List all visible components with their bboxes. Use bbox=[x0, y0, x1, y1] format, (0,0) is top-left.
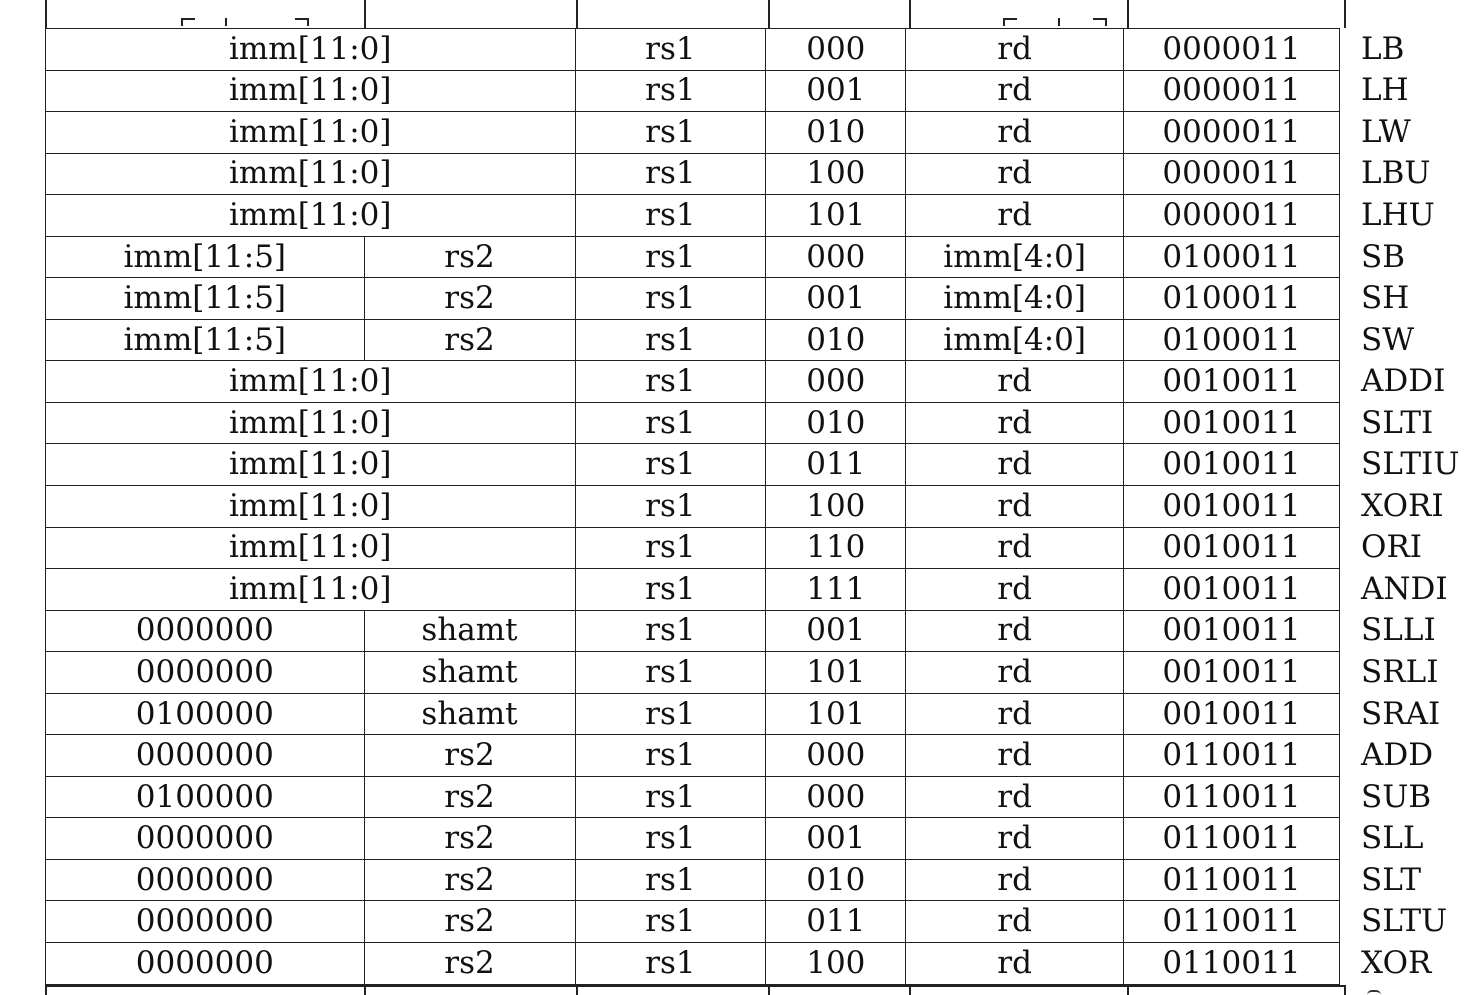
opcode-field-cell: 0100011 bbox=[1123, 236, 1339, 278]
funct3-field-cell: 001 bbox=[766, 70, 906, 112]
mnemonic-label: SRAI bbox=[1361, 695, 1441, 732]
rs2-field-cell: shamt bbox=[364, 610, 575, 652]
opcode-field-cell: 0000011 bbox=[1123, 153, 1339, 195]
rd-field-cell: rd bbox=[906, 693, 1123, 735]
funct7-field-cell: 0000000 bbox=[46, 610, 365, 652]
rs1-field-cell: rs1 bbox=[575, 735, 766, 777]
mnemonic-label: SLT bbox=[1361, 861, 1422, 898]
opcode-field-cell: 0000011 bbox=[1123, 112, 1339, 154]
rs2-field-cell: shamt bbox=[364, 652, 575, 694]
mnemonic-label: SLTU bbox=[1361, 903, 1448, 940]
rd-field-cell: rd bbox=[906, 735, 1123, 777]
table-row bbox=[46, 652, 1471, 694]
funct3-field-cell: 010 bbox=[766, 112, 906, 154]
rd-field-cell: rd bbox=[906, 29, 1123, 71]
opcode-field-cell: 0110011 bbox=[1123, 776, 1339, 818]
funct3-field-cell: 010 bbox=[766, 859, 906, 901]
funct7-field-cell: 0100000 bbox=[46, 693, 365, 735]
opcode-field-cell: 0110011 bbox=[1123, 943, 1339, 985]
rd-field-cell: rd bbox=[906, 153, 1123, 195]
rs1-field-cell: rs1 bbox=[575, 652, 766, 694]
imm-field-cell: imm[11:0] bbox=[46, 361, 576, 403]
rd-field-cell: rd bbox=[906, 818, 1123, 860]
table-row bbox=[46, 901, 1471, 943]
rd-field-cell: rd bbox=[906, 195, 1123, 237]
table-row bbox=[46, 527, 1471, 569]
opcode-field-cell: 0010011 bbox=[1123, 527, 1339, 569]
mnemonic-label: ADD bbox=[1361, 737, 1434, 774]
table-row bbox=[46, 195, 1471, 237]
funct7-field-cell: 0000000 bbox=[46, 652, 365, 694]
rs1-field-cell: rs1 bbox=[575, 444, 766, 486]
rs1-field-cell: rs1 bbox=[575, 901, 766, 943]
rd-field-cell: rd bbox=[906, 652, 1123, 694]
rs1-field-cell: rs1 bbox=[575, 236, 766, 278]
imm-field-cell: imm[11:0] bbox=[46, 402, 576, 444]
funct3-field-cell: 000 bbox=[766, 361, 906, 403]
funct3-field-cell: 110 bbox=[766, 527, 906, 569]
rs2-field-cell: rs2 bbox=[364, 776, 575, 818]
rs1-field-cell: rs1 bbox=[575, 112, 766, 154]
table-top-edge bbox=[45, 0, 1346, 28]
opcode-field-cell: 0110011 bbox=[1123, 859, 1339, 901]
rd-field-cell: imm[4:0] bbox=[906, 319, 1123, 361]
mnemonic-label: XORI bbox=[1361, 487, 1444, 524]
table-row bbox=[46, 735, 1471, 777]
rd-field-cell: rd bbox=[906, 402, 1123, 444]
table-row bbox=[46, 569, 1471, 611]
rs2-field-cell: shamt bbox=[364, 693, 575, 735]
table-row bbox=[46, 29, 1471, 71]
imm-field-cell: imm[11:0] bbox=[46, 486, 576, 528]
mnemonic-label: SLTI bbox=[1361, 404, 1434, 441]
table-row bbox=[46, 278, 1471, 320]
mnemonic-label: ADDI bbox=[1361, 363, 1446, 400]
rs1-field-cell: rs1 bbox=[575, 486, 766, 528]
table-row bbox=[46, 70, 1471, 112]
rs1-field-cell: rs1 bbox=[575, 402, 766, 444]
rd-field-cell: rd bbox=[906, 486, 1123, 528]
funct7-field-cell: 0000000 bbox=[46, 818, 365, 860]
instruction-encoding-body bbox=[46, 29, 1471, 985]
opcode-field-cell: 0100011 bbox=[1123, 319, 1339, 361]
funct3-field-cell: 000 bbox=[766, 776, 906, 818]
opcode-field-cell: 0100011 bbox=[1123, 278, 1339, 320]
funct3-field-cell: 100 bbox=[766, 486, 906, 528]
opcode-field-cell: 0110011 bbox=[1123, 901, 1339, 943]
opcode-field-cell: 0010011 bbox=[1123, 693, 1339, 735]
opcode-field-cell: 0010011 bbox=[1123, 486, 1339, 528]
table-row bbox=[46, 943, 1471, 985]
opcode-field-cell: 0010011 bbox=[1123, 444, 1339, 486]
opcode-field-cell: 0110011 bbox=[1123, 735, 1339, 777]
funct3-field-cell: 011 bbox=[766, 444, 906, 486]
funct3-field-cell: 101 bbox=[766, 195, 906, 237]
rs2-field-cell: rs2 bbox=[364, 901, 575, 943]
funct3-field-cell: 100 bbox=[766, 153, 906, 195]
funct3-field-cell: 101 bbox=[766, 693, 906, 735]
funct3-field-cell: 001 bbox=[766, 818, 906, 860]
rd-field-cell: imm[4:0] bbox=[906, 278, 1123, 320]
table-row bbox=[46, 486, 1471, 528]
mnemonic-label: SLTIU bbox=[1361, 446, 1460, 483]
rs1-field-cell: rs1 bbox=[575, 29, 766, 71]
rs2-field-cell: rs2 bbox=[364, 818, 575, 860]
rd-field-cell: rd bbox=[906, 610, 1123, 652]
rs2-field-cell: rs2 bbox=[364, 278, 575, 320]
rs1-field-cell: rs1 bbox=[575, 70, 766, 112]
table-row bbox=[46, 610, 1471, 652]
funct7-field-cell: 0000000 bbox=[46, 735, 365, 777]
rd-field-cell: rd bbox=[906, 527, 1123, 569]
table-row bbox=[46, 361, 1471, 403]
funct7-field-cell: 0000000 bbox=[46, 943, 365, 985]
opcode-field-cell: 0010011 bbox=[1123, 569, 1339, 611]
rs2-field-cell: rs2 bbox=[364, 236, 575, 278]
mnemonic-label: SLLI bbox=[1361, 612, 1436, 649]
table-row bbox=[46, 112, 1471, 154]
rs1-field-cell: rs1 bbox=[575, 195, 766, 237]
rs1-field-cell: rs1 bbox=[575, 278, 766, 320]
funct3-field-cell: 010 bbox=[766, 319, 906, 361]
rd-field-cell: rd bbox=[906, 569, 1123, 611]
funct3-field-cell: 101 bbox=[766, 652, 906, 694]
rd-field-cell: rd bbox=[906, 776, 1123, 818]
rd-field-cell: rd bbox=[906, 361, 1123, 403]
table-row bbox=[46, 153, 1471, 195]
rd-field-cell: rd bbox=[906, 901, 1123, 943]
opcode-field-cell: 0010011 bbox=[1123, 652, 1339, 694]
rs1-field-cell: rs1 bbox=[575, 153, 766, 195]
rs2-field-cell: rs2 bbox=[364, 735, 575, 777]
rs2-field-cell: rs2 bbox=[364, 319, 575, 361]
table-row bbox=[46, 402, 1471, 444]
mnemonic-label: LB bbox=[1361, 30, 1405, 67]
rd-field-cell: rd bbox=[906, 943, 1123, 985]
table-row bbox=[46, 693, 1471, 735]
mnemonic-label: ORI bbox=[1361, 529, 1423, 566]
mnemonic-label: SB bbox=[1361, 238, 1406, 275]
funct3-field-cell: 001 bbox=[766, 610, 906, 652]
mnemonic-label: SLL bbox=[1361, 820, 1424, 857]
opcode-field-cell: 0000011 bbox=[1123, 29, 1339, 71]
table-row bbox=[46, 818, 1471, 860]
funct3-field-cell: 111 bbox=[766, 569, 906, 611]
funct7-field-cell: 0100000 bbox=[46, 776, 365, 818]
imm-field-cell: imm[11:0] bbox=[46, 195, 576, 237]
rs1-field-cell: rs1 bbox=[575, 569, 766, 611]
opcode-field-cell: 0110011 bbox=[1123, 818, 1339, 860]
rd-field-cell: rd bbox=[906, 70, 1123, 112]
imm-field-cell: imm[11:0] bbox=[46, 444, 576, 486]
table-row bbox=[46, 859, 1471, 901]
funct7-field-cell: 0000000 bbox=[46, 859, 365, 901]
funct7-field-cell: imm[11:5] bbox=[46, 319, 365, 361]
mnemonic-label: ANDI bbox=[1361, 570, 1448, 607]
rs2-field-cell: rs2 bbox=[364, 943, 575, 985]
rs1-field-cell: rs1 bbox=[575, 818, 766, 860]
imm-field-cell: imm[11:0] bbox=[46, 112, 576, 154]
mnemonic-label: SW bbox=[1361, 321, 1415, 358]
rd-field-cell: rd bbox=[906, 112, 1123, 154]
funct3-field-cell: 001 bbox=[766, 278, 906, 320]
rs1-field-cell: rs1 bbox=[575, 319, 766, 361]
mnemonic-label: LW bbox=[1361, 113, 1411, 150]
rs1-field-cell: rs1 bbox=[575, 361, 766, 403]
imm-field-cell: imm[11:0] bbox=[46, 153, 576, 195]
funct3-field-cell: 010 bbox=[766, 402, 906, 444]
imm-field-cell: imm[11:0] bbox=[46, 70, 576, 112]
mnemonic-label: LBU bbox=[1361, 155, 1431, 192]
funct3-field-cell: 011 bbox=[766, 901, 906, 943]
next-mnemonic-fragment bbox=[1367, 985, 1387, 995]
rs1-field-cell: rs1 bbox=[575, 610, 766, 652]
table-bottom-edge bbox=[45, 985, 1346, 995]
mnemonic-label: SRLI bbox=[1361, 653, 1439, 690]
imm-field-cell: imm[11:0] bbox=[46, 569, 576, 611]
opcode-field-cell: 0010011 bbox=[1123, 402, 1339, 444]
table-row bbox=[46, 319, 1471, 361]
rs1-field-cell: rs1 bbox=[575, 527, 766, 569]
mnemonic-label: XOR bbox=[1361, 944, 1432, 981]
funct3-field-cell: 100 bbox=[766, 943, 906, 985]
funct7-field-cell: imm[11:5] bbox=[46, 236, 365, 278]
rs1-field-cell: rs1 bbox=[575, 943, 766, 985]
opcode-field-cell: 0010011 bbox=[1123, 610, 1339, 652]
rs1-field-cell: rs1 bbox=[575, 776, 766, 818]
imm-field-cell: imm[11:0] bbox=[46, 29, 576, 71]
rs2-field-cell: rs2 bbox=[364, 859, 575, 901]
imm-field-cell: imm[11:0] bbox=[46, 527, 576, 569]
rs1-field-cell: rs1 bbox=[575, 693, 766, 735]
table-row bbox=[46, 236, 1471, 278]
table-row bbox=[46, 444, 1471, 486]
funct3-field-cell: 000 bbox=[766, 735, 906, 777]
opcode-field-cell: 0010011 bbox=[1123, 361, 1339, 403]
rs1-field-cell: rs1 bbox=[575, 859, 766, 901]
instruction-encoding-table bbox=[45, 28, 1471, 985]
mnemonic-label: LHU bbox=[1361, 196, 1435, 233]
rd-field-cell: rd bbox=[906, 444, 1123, 486]
table-row bbox=[46, 776, 1471, 818]
funct7-field-cell: 0000000 bbox=[46, 901, 365, 943]
opcode-field-cell: 0000011 bbox=[1123, 70, 1339, 112]
mnemonic-label: LH bbox=[1361, 72, 1409, 109]
funct3-field-cell: 000 bbox=[766, 29, 906, 71]
opcode-field-cell: 0000011 bbox=[1123, 195, 1339, 237]
rd-field-cell: imm[4:0] bbox=[906, 236, 1123, 278]
funct7-field-cell: imm[11:5] bbox=[46, 278, 365, 320]
funct3-field-cell: 000 bbox=[766, 236, 906, 278]
rd-field-cell: rd bbox=[906, 859, 1123, 901]
mnemonic-label: SH bbox=[1361, 280, 1410, 317]
mnemonic-label: SUB bbox=[1361, 778, 1432, 815]
